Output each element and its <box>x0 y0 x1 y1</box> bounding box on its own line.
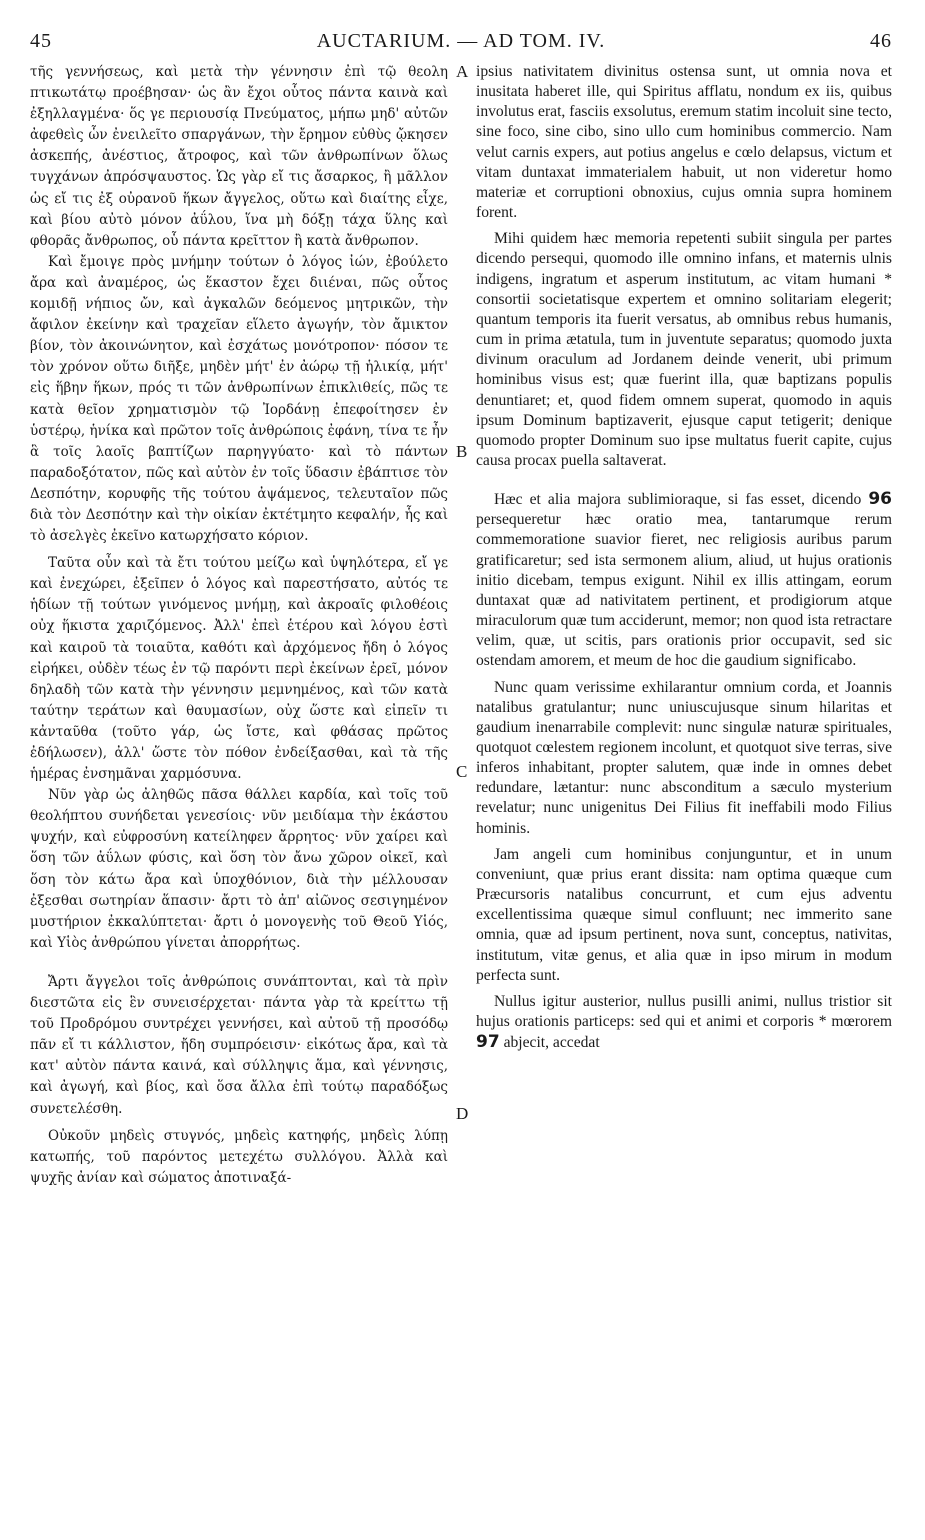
latin-column <box>476 62 892 1053</box>
latin-paragraph-3 <box>476 489 892 671</box>
running-title: AUCTARIUM. — AD TOM. IV. <box>316 30 606 52</box>
greek-paragraph-3: Ταῦτα οὖν καὶ τὰ ἔτι τούτου μείζω καὶ ὑψηλότερα, εἴ γε καὶ ἐνεχώρει, ἐξεῖπεν ὁ λόγος καὶ παρεστήσατο, αὐτός τε ἡδίων τῇ τούτων γινόμενος μνήμῃ, καὶ ἀκροαῖς φιλοθέοις οὐχ ἥκιστα χαριζόμενος. Ἀλλ' ἐπεὶ ἑτέρου καὶ λόγου ἐστὶ καὶ καιροῦ τὰ τοιαῦτα, καθότι καὶ ἀρχόμενος ἤδη ὁ λόγος εἰρήκει, οὐδὲν τέως ἐν τῷ παρόντι περὶ ἐκείνων ἐρεῖ, μόνον δηλαδὴ τῶν κατὰ τὴν γέννησιν μεμνημένος, καὶ τῶν κατὰ ταύτην τεράτων καὶ θαυμασίων, οὐχ ὥστε καὶ εἰπεῖν τι κἀνταῦθα (τοῦτο γάρ, ὡς ἴστε, καὶ φθάσας πρῶτος ἐδήλωσεν), ἀλλ' ὥστε τὸν πόθον ἐνδείξασθαι, καὶ τὰ τῆς ἡμέρας ἐνσημᾶναι χαρμόσυνα. <box>30 555 448 783</box>
greek-paragraph-1: τῆς γεννήσεως, καὶ μετὰ τὴν γέννησιν ἐπὶ τῷ θεολη πτικωτάτῳ προέβησαν· ὡς ἂν ἔχοι οὗτος πάντα καινὰ καὶ ἐξηλλαγμένα· ὅς γε περιουσίᾳ Πνεύματος, μήπω μηδ' αὐτῶν ἀφεθεὶς ὧν ἐνειλεῖτο σπαργάνων, τὴν ἔρημον εὐθὺς ᾤκησεν ἀσκεπής, ἀνέστιος, ἄτροφος, καὶ τῶν ἀνθρωπίνων ὅλως τυγχάνων ἀπρόσψαυστος. Ὡς γὰρ εἴ τις ἄσαρκος, ἢ μᾶλλον ὡς εἴ τις ἐξ οὐρανοῦ ἥκων ἄγγελος, οὕτω καὶ διαίτης εἶχε, καὶ βίου αὐτὸ μόνον ἀΰλου, ἵνα μὴ δόξῃ τάχα ὕλης καὶ φθορᾶς ἄνθρωπος, οὗ πάντα κρεῖττον ἢ κατὰ ἄνθρωπον. <box>30 64 448 249</box>
latin-paragraph-6-rest: abjecit, accedat <box>503 1034 600 1052</box>
column-number-97: 97 <box>476 1032 500 1053</box>
latin-paragraph-4: Nunc quam verissime exhilarantur omnium corda, et Joannis natalibus gratulantur; nunc uniuscujusque sinum hilaritas et gaudium inenarrabile complevit: nunc singulæ naturæ spirituales, quotquot cœlestem regionem incolunt, et quotquot sive terras, sive inferos inhabitant, propter salutem, quæ inde in omnes debet redundare, lætantur: nunc absconditum a sæculo mysterium revelatur; nunc unigenitus Dei Filius fit ineffabili modo Filius hominis. <box>476 678 892 837</box>
latin-paragraph-6 <box>476 992 892 1053</box>
latin-paragraph-6-start: Nullus igitur austerior, nullus pusilli animi, nullus tristior sit hujus orationis particeps: sed qui et animi et corporis * mœrorem <box>476 992 892 1031</box>
page-number-left: 45 <box>30 30 52 52</box>
greek-paragraph-4: Νῦν γὰρ ὡς ἀληθῶς πᾶσα θάλλει καρδία, καὶ τοῖς τοῦ θεολήπτου συνήδεται γενεσίοις· νῦν μειδίαμα τὴν ἑκάστου ψυχήν, καὶ εὐφροσύνη κατείληφεν ἄρρητος· νῦν χαίρει καὶ ὅση τῶν ἀΰλων φύσις, καὶ ὅση τὸν ἄνω χῶρον οἰκεῖ, καὶ ὅση τὸν κάτω ἄρα καὶ ὑποχθόνιον, διὰ τὴν μέλλουσαν ἐξεσθαι σωτηρίαν ἅπασιν· ἄρτι τὸ ἀπ' αἰῶνος σεσιγημένον μυστήριον ἐκκαλύπτεται· ἄρτι ὁ μονογενὴς τοῦ Θεοῦ Υἱός, καὶ Υἱὸς ἀνθρώπου γίνεται ἀπορρήτως. <box>30 787 448 951</box>
greek-column <box>30 62 448 1189</box>
latin-paragraph-3-rest: persequeretur hæc oratio mea, tantarumque rerum commemoratione suavior fieret, nec religiosis auribus parum gratificaretur; sed ista sermonem alium, aliud, ut hujus orationis initio dicebam, tempus exigunt. Nihil ex illis attingam, eorum duntaxat quæ ad nativitatem pertinent, et prodigiorum atque miraculorum quæ tum acciderunt, memor; non quod ista retractare velim, quæ, ut scitis, pars orationis prior occupavit, sed sic ostendam amorem, et meum de hoc die gaudium significabo. <box>476 511 892 670</box>
column-number-96: 96 <box>868 489 892 510</box>
margin-letter-d: D <box>456 1104 469 1123</box>
greek-paragraph-6: Οὐκοῦν μηδεὶς στυγνός, μηδεὶς κατηφής, μηδεὶς λύπῃ κατωπής, τοῦ παρόντος μετεχέτω συλλόγου. Ἀλλὰ καὶ ψυχῆς ἀνίαν καὶ σώματος ἀποτιναξά- <box>30 1127 448 1186</box>
latin-paragraph-2: Mihi quidem hæc memoria repetenti subiit singula per partes dicendo persequi, quomodo ille omnino infans, et maternis ulnis indigens, ingratum et asperum institutum, ac vitam humani * consortii societatisque expertem et omnino solitariam elegerit; quantum temporis ita fuerit versatus, ab omnibus rebus humanis, cum in prima ætatula, tum in juventute separatus; quomodo juxta divinum oraculum ad Jordanem deinde venerit, ubi primum hominibus visus est; quæ fuerint illa, quæ baptizans populis denuntiaret; et, quod fidem omnem superat, quomodo in aquis ipsum Dominum baptizaverit, ejusque caput tetigerit; denique quomodo propter Dominum suo ipse multatus fuerit capite, cujus causa procax puella saltaverat. <box>476 230 892 469</box>
latin-paragraph-5: Jam angeli cum hominibus conjunguntur, et in unum conveniunt, quæ prius erant dissita: nam optima quæque cum Præcursoris natalibus concurrunt, et cum ejus adventu excellentissima quæque simul confluunt; nec immerito sane omnia, quæ ad ipsum pertinent, nova sunt, conceptus, nativitas, institutum, vitæ genus, et alia quæ in ipso mirum in modum perfecta sunt. <box>476 845 892 984</box>
margin-letter-c: C <box>456 762 468 781</box>
greek-paragraph-5: Ἄρτι ἄγγελοι τοῖς ἀνθρώποις συνάπτονται, καὶ τὰ πρὶν διεστῶτα εἰς ἓν συνεισέρχεται· πάντα γὰρ τὰ κρείττω τῇ τοῦ Προδρόμου συντρέχει γεννήσει, καὶ αὐτοῦ τῇ προσόδῳ πᾶν εἴ τι κάλλιστον, ἤδη συμπρόεισιν· εἰκότως ἄρα, καὶ τὰ κατ' αὐτὸν πάντα καινά, καὶ σύλληψις ἅμα, καὶ γέννησις, καὶ ἀγωγή, καὶ βίος, καὶ ὅσα ἄλλα ἐπὶ τούτῳ παραδόξως συνετελέσθη. <box>30 973 448 1117</box>
margin-letter-a: A <box>456 62 469 81</box>
running-header <box>30 30 892 60</box>
page-number-right: 46 <box>870 30 892 52</box>
latin-paragraph-1: ipsius nativitatem divinitus ostensa sunt, ut omnia nova et inusitata haberet ille, qui Spiritus afflatu, nondum ex iis, quibus involutus erat, fasciis exsolutus, eremum statim incoluit sine tecto, sine foco, sine cibo, sino ullo cum hominibus commercio. Nam velut carnis expers, aut potius angelus e cœlo delapsus, victum et vitam duntaxat immaterialem habuit, ut non videretur homo materiæ et corruptioni obnoxius, cujus omnia supra hominem forent. <box>476 63 892 222</box>
margin-letter-b: B <box>456 442 468 461</box>
latin-paragraph-3-start: Hæc et alia majora sublimioraque, si fas esset, dicendo <box>494 491 862 509</box>
greek-paragraph-2: Καὶ ἔμοιγε πρὸς μνήμην τούτων ὁ λόγος ἰών, ἐβούλετο ἄρα καὶ ἀναμέρος, ὡς ἕκαστον ἔχει διιέναι, πῶς οὗτος κομιδῇ νήπιος ὤν, καὶ ἀγκαλῶν δεόμενος μητρικῶν, τὴν ἄφιλον ἐκείνην καὶ τραχεῖαν εἵλετο ἀγωγήν, τὸν ἄμικτον βίον, τὸν ἀκοινώνητον, καὶ ἐσχάτως μονότροπον· πόσον τε τὸν χρόνον οὕτω διῆξε, μηδὲν μήτ' ἐν ἀώρῳ τῇ ἡλικίᾳ, μήτ' εἰς ἥβην ἥκων, πρός τι τῶν ἀνθρωπίνων ἐπικλιθείς, πῶς τε κατὰ θεῖον χρηματισμὸν τῷ Ἰορδάνῃ ἐπεφοίτησεν ἐν ὑστέρῳ, ἡνίκα καὶ πρῶτον τοῖς ἀνθρώποις ἐφάνη, τίνα τε ἦν ἃ τοῖς λαοῖς βαπτίζων παρηγγύατο· καὶ τὸ πάντων παραδοξότατον, πῶς καὶ αὐτὸν ἐν τοῖς ὕδασιν ἐβάπτισε τὸν Δεσπότην, κορυφῆς τῆς τούτου ἀψάμενος, τελευταῖον πῶς διὰ τὸν Δεσπότην καὶ τὴν οἰκίαν ἐκτέτμητο κεφαλήν, ἧς καὶ τὸ ἀσελγὲς ἐκεῖνο κατωρχήσατο κόριον. <box>30 253 448 545</box>
